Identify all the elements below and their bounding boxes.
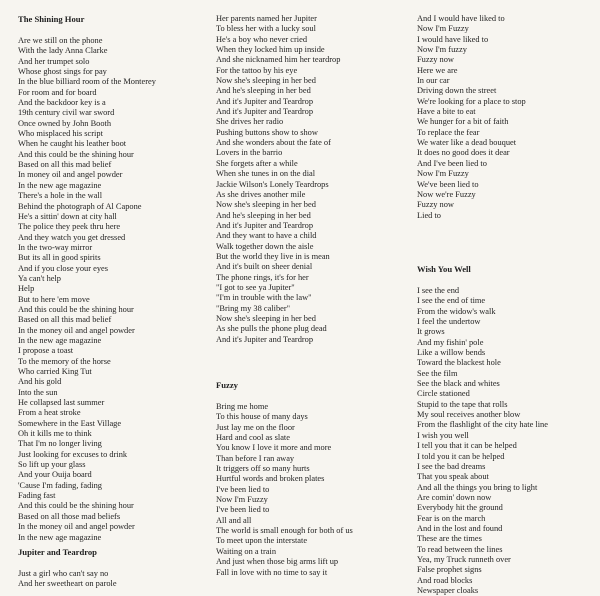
lyric-line: I've been lied to xyxy=(216,505,270,515)
lyric-line: We water like a dead bouquet xyxy=(417,138,517,148)
lyric-line: But its all in good spirits xyxy=(18,253,101,263)
lyric-line: And she wonders about the fate of xyxy=(216,138,331,148)
lyric-line: I feel the undertow xyxy=(417,317,481,327)
lyric-line: With the lady Anna Clarke xyxy=(18,46,108,56)
lyric-line: I wish you well xyxy=(417,430,469,440)
lyric-line: These are the times xyxy=(417,534,482,544)
lyric-line: And it's Jupiter and Teardrop xyxy=(216,107,314,117)
lyric-line: To read between the lines xyxy=(417,544,503,554)
lyric-line: But the world they live in is mean xyxy=(216,251,330,261)
lyric-line: He's a boy who never cried xyxy=(216,34,308,44)
lyric-line: And the backdoor key is a xyxy=(18,98,106,108)
lyric-line: From the widow's walk xyxy=(417,306,496,316)
lyric-line: To this house of many days xyxy=(216,412,308,422)
lyric-line: Stupid to the tape that rolls xyxy=(417,399,508,409)
song-title: Jupiter and Teardrop xyxy=(18,547,97,557)
lyric-line: It grows xyxy=(417,327,445,337)
lyric-line: That you speak about xyxy=(417,472,489,482)
lyric-line: I see the bad dreams xyxy=(417,461,486,471)
song-fuzzy-continued xyxy=(417,14,595,221)
lyric-line: In the blue billiard room of the Monterey xyxy=(18,77,156,87)
lyric-line: Fall in love with no time to say it xyxy=(216,567,328,577)
lyric-line: I propose a toast xyxy=(18,346,74,356)
lyric-line: And her trumpet solo xyxy=(18,56,90,66)
lyric-line: In the two-way mirror xyxy=(18,242,93,252)
song-the-shining-hour xyxy=(18,14,206,543)
lyric-line: Her parents named her Jupiter xyxy=(216,14,317,23)
lyric-line: And his gold xyxy=(18,377,62,387)
lyric-line: To the memory of the horse xyxy=(18,356,111,366)
lyric-line: And he's sleeping in her bed xyxy=(216,210,311,220)
lyric-line: Have a bite to eat xyxy=(417,107,476,117)
lyric-line: In money oil and angel powder xyxy=(18,170,123,180)
lyric-line: The police they peek thru here xyxy=(18,222,121,232)
lyric-line: As she pulls the phone plug dead xyxy=(216,324,327,334)
lyric-line: We're looking for a place to stop xyxy=(417,96,526,106)
lyric-line: Now I'm Fuzzy xyxy=(417,24,469,34)
lyric-line: Now I'm fuzzy xyxy=(417,45,467,55)
lyric-line: Behind the photograph of Al Capone xyxy=(18,201,142,211)
song-title: Wish You Well xyxy=(417,264,471,274)
lyric-line: I've been lied to xyxy=(216,484,270,494)
song-title: The Shining Hour xyxy=(18,14,85,24)
lyric-line: Here we are xyxy=(417,65,458,75)
lyric-line: As she drives another mile xyxy=(216,189,306,199)
lyric-line: Walk together down the aisle xyxy=(216,241,314,251)
lyric-line: And it's built on sheer denial xyxy=(216,262,313,272)
lyric-line: Newspaper cloaks xyxy=(417,585,479,595)
lyric-line: "I got to see ya Jupiter" xyxy=(216,282,295,292)
lyric-line: Jackie Wilson's Lonely Teardrops xyxy=(216,179,329,189)
lyric-line: In the money oil and angel powder xyxy=(18,325,135,335)
lyric-line: All and all xyxy=(216,515,252,525)
lyric-line: Everybody hit the ground xyxy=(417,503,503,513)
lyric-line: And her sweetheart on parole xyxy=(18,579,117,589)
lyric-line: Now I'm Fuzzy xyxy=(216,495,268,505)
lyric-line: Pushing buttons show to show xyxy=(216,127,318,137)
lyric-line: Like a willow bends xyxy=(417,348,486,358)
lyric-line: And it's Jupiter and Teardrop xyxy=(216,220,314,230)
lyric-line: I see the end xyxy=(417,286,460,295)
lyric-line: He collapsed last summer xyxy=(18,398,105,408)
lyric-line: Fuzzy now xyxy=(417,55,454,65)
lyric-line: Are comin' down now xyxy=(417,492,492,502)
lyric-line: The world is small enough for both of us xyxy=(216,526,353,536)
lyric-line: And they want to have a child xyxy=(216,231,317,241)
lyric-line: And in the lost and found xyxy=(417,523,503,533)
lyric-line: We hunger for a bit of faith xyxy=(417,117,509,127)
lyric-line: And he's sleeping in her bed xyxy=(216,86,311,96)
lyric-line: In our car xyxy=(417,76,450,86)
lyric-line: The phone rings, it's for her xyxy=(216,272,309,282)
lyric-line: Just a girl who can't say no xyxy=(18,569,109,578)
lyric-line: To bless her with a lucky soul xyxy=(216,24,316,34)
lyric-line: So lift up your glass xyxy=(18,460,86,470)
lyric-line: Fuzzy now xyxy=(417,200,454,210)
lyric-line: When he caught his leather boot xyxy=(18,139,127,149)
lyric-line: Now she's sleeping in her bed xyxy=(216,313,316,323)
lyric-line: Lovers in the barrio xyxy=(216,148,283,158)
song-lines xyxy=(417,286,595,596)
lyric-line: He's a sittin' down at city hall xyxy=(18,211,117,221)
lyric-line: It does no good does it dear xyxy=(417,148,510,158)
lyric-line: And it's Jupiter and Teardrop xyxy=(216,96,314,106)
lyric-line: Whose ghost sings for pay xyxy=(18,67,107,77)
lyric-line: Somewhere in the East Village xyxy=(18,418,122,428)
song-lines xyxy=(216,402,412,578)
song-lines xyxy=(216,14,412,345)
lyric-line: Once owned by John Booth xyxy=(18,118,112,128)
lyric-line: Fading fast xyxy=(18,491,56,501)
lyric-line: Than before I ran away xyxy=(216,453,295,463)
lyric-line: But to here 'em move xyxy=(18,294,90,304)
lyric-line: In the new age magazine xyxy=(18,180,102,190)
lyric-line: It triggers off so many hurts xyxy=(216,464,310,474)
lyric-line: Lied to xyxy=(417,210,441,220)
lyric-line: Are we still on the phone xyxy=(18,36,103,45)
lyric-line: See the film xyxy=(417,368,458,378)
lyric-line: I told you it can be helped xyxy=(417,451,505,461)
lyric-line: And this could be the shining hour xyxy=(18,304,134,314)
lyric-line: You know I love it more and more xyxy=(216,443,332,453)
lyric-line: I tell you that it can be helped xyxy=(417,441,517,451)
lyric-line: I see the end of time xyxy=(417,296,486,306)
lyric-line: "I'm in trouble with the law" xyxy=(216,293,312,303)
song-title: Fuzzy xyxy=(216,380,238,390)
lyric-line: And it's Jupiter and Teardrop xyxy=(216,334,314,344)
lyric-line: Yea, my Truck runneth over xyxy=(417,554,511,564)
lyric-line: And they watch you get dressed xyxy=(18,232,126,242)
lyric-line: And all the things you bring to light xyxy=(417,482,538,492)
lyric-line: When they locked him up inside xyxy=(216,45,325,55)
song-wish-you-well xyxy=(417,264,595,596)
lyric-line: Ya can't help xyxy=(18,273,61,283)
lyric-line: Hard and cool as slate xyxy=(216,433,290,443)
lyric-line: Based on all this mad belief xyxy=(18,315,112,325)
lyric-line: And my fishin' pole xyxy=(417,337,484,347)
lyric-line: And just when those big arms lift up xyxy=(216,557,339,567)
lyric-line: Now I'm Fuzzy xyxy=(417,169,469,179)
lyric-line: Just looking for excuses to drink xyxy=(18,449,128,459)
lyric-line: 19th century civil war sword xyxy=(18,108,115,118)
lyric-line: Driving down the street xyxy=(417,86,497,96)
lyric-line: And if you close your eyes xyxy=(18,263,109,273)
lyric-line: And your Ouija board xyxy=(18,470,92,480)
lyric-line: From a heat stroke xyxy=(18,408,81,418)
lyric-line: Oh it kills me to think xyxy=(18,429,92,439)
lyric-line: False prophet signs xyxy=(417,565,482,575)
lyric-line: Circle stationed xyxy=(417,389,470,399)
lyric-line: Bring me home xyxy=(216,402,269,411)
song-lines xyxy=(417,14,595,221)
lyric-line: Toward the blackest hole xyxy=(417,358,501,368)
lyric-line: From the flashlight of the city hate line xyxy=(417,420,548,430)
lyric-line: In the new age magazine xyxy=(18,335,102,345)
lyric-line: "Bring my 38 caliber" xyxy=(216,303,291,313)
song-fuzzy xyxy=(216,380,412,578)
lyric-line: That I'm no longer living xyxy=(18,439,102,449)
lyric-line: And she nicknamed him her teardrop xyxy=(216,55,341,65)
lyric-line: Based on all this mad belief xyxy=(18,160,112,170)
lyric-line: Fear is on the march xyxy=(417,513,486,523)
lyric-line: For the tattoo by his eye xyxy=(216,65,298,75)
lyric-line: And I would have liked to xyxy=(417,14,505,23)
lyric-line: And this could be the shining hour xyxy=(18,149,134,159)
lyric-line: I would have liked to xyxy=(417,34,489,44)
lyric-line: My soul receives another blow xyxy=(417,410,521,420)
lyric-line: 'Cause I'm fading, fading xyxy=(18,480,102,490)
lyric-line: And this could be the shining hour xyxy=(18,501,134,511)
lyric-line: In the new age magazine xyxy=(18,532,102,542)
lyric-line: Now she's sleeping in her bed xyxy=(216,200,316,210)
lyric-line: She drives her radio xyxy=(216,117,284,127)
lyric-line: Who carried King Tut xyxy=(18,367,92,376)
lyric-line: To meet upon the interstate xyxy=(216,536,308,546)
song-jupiter-and-teardrop-continued xyxy=(216,14,412,345)
lyric-line: Now we're Fuzzy xyxy=(417,189,476,199)
lyric-line: Just lay me on the floor xyxy=(216,422,295,432)
lyric-line: Based on all those mad beliefs xyxy=(18,511,121,521)
lyric-line: Now she's sleeping in her bed xyxy=(216,76,316,86)
lyric-line: Who misplaced his script xyxy=(18,129,103,139)
lyric-line: We've been lied to xyxy=(417,179,479,189)
song-jupiter-and-teardrop xyxy=(18,547,206,590)
lyric-line: See the black and whites xyxy=(417,379,500,389)
lyric-line: She forgets after a while xyxy=(216,158,298,168)
lyric-line: For room and for board xyxy=(18,87,97,97)
lyric-line: In the money oil and angel powder xyxy=(18,522,135,532)
lyric-line: To replace the fear xyxy=(417,127,480,137)
song-lines xyxy=(18,36,206,543)
lyric-line: Waiting on a train xyxy=(216,546,277,556)
lyric-line: And I've been lied to xyxy=(417,158,487,168)
lyric-line: Hurtful words and broken plates xyxy=(216,474,325,484)
lyric-line: When she tunes in on the dial xyxy=(216,169,316,179)
lyric-line: And road blocks xyxy=(417,575,473,585)
lyric-line: There's a hole in the wall xyxy=(18,191,103,201)
song-lines xyxy=(18,569,206,590)
lyric-line: Into the sun xyxy=(18,387,58,397)
lyric-line: Help xyxy=(18,284,35,294)
